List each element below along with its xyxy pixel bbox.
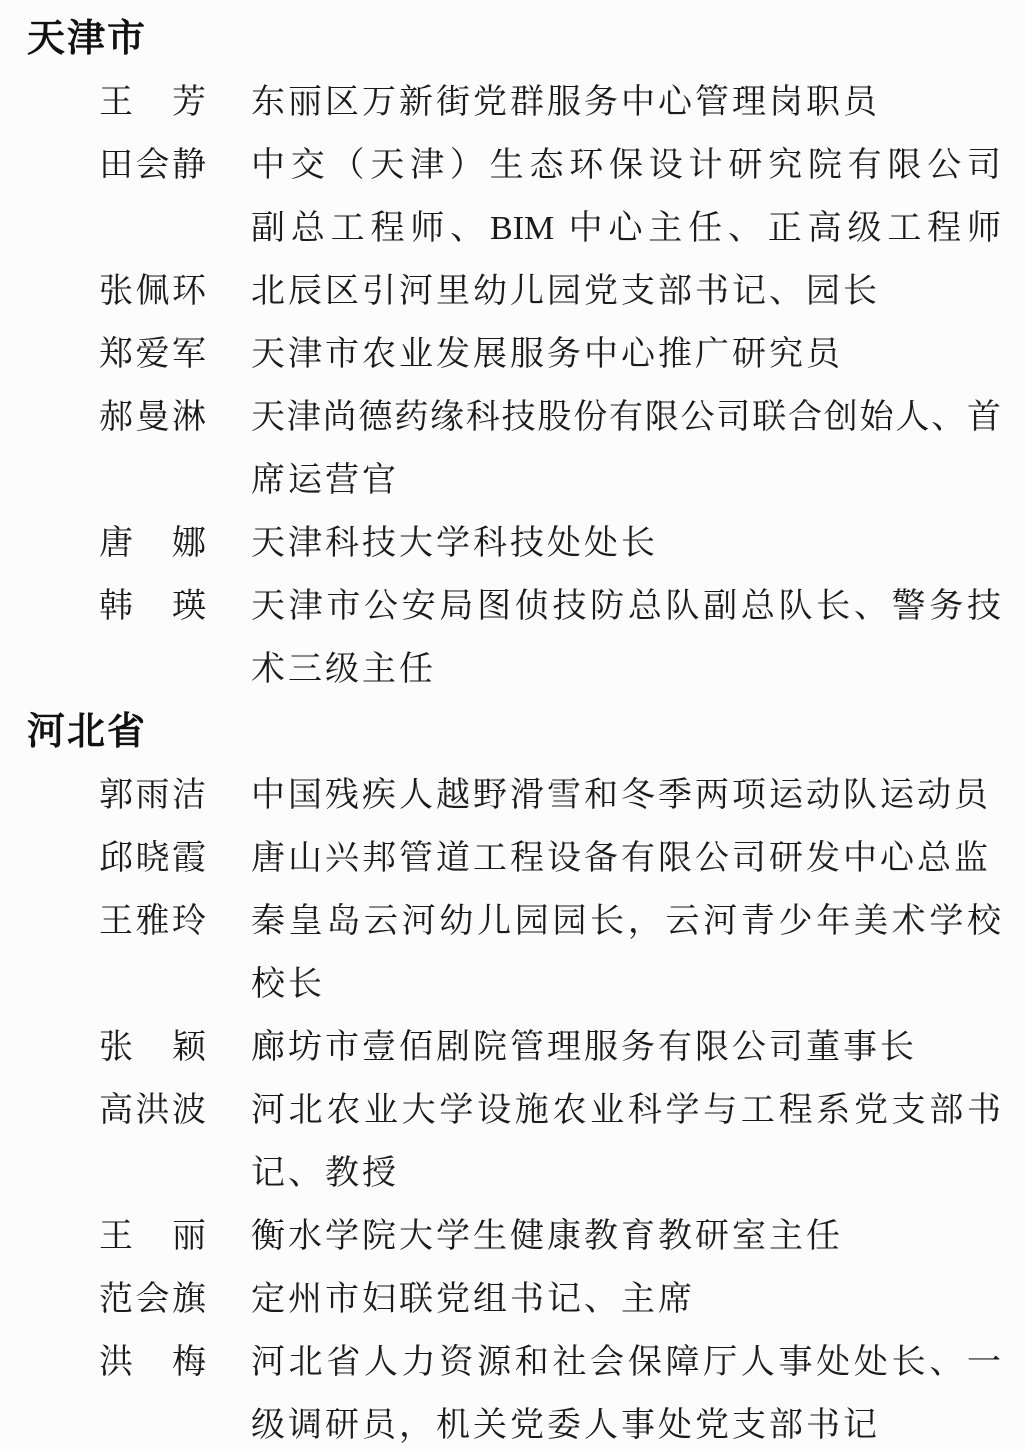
honoree-name: 郭 雨 洁 <box>99 777 206 814</box>
title-line: 唐山兴邦管道工程设备有限公司研发中心总监 <box>251 840 991 877</box>
honoree-name: 范 会 旗 <box>99 1281 206 1318</box>
entry-row <box>0 1079 1025 1205</box>
honoree-title <box>251 512 1001 575</box>
entry-row <box>0 764 1025 827</box>
title-line: 级调研员，机关党委人事处党支部书记 <box>251 1407 880 1444</box>
honoree-name: 唐 娜 <box>99 525 206 562</box>
entry-row <box>0 1016 1025 1079</box>
honoree-name: 王 芳 <box>99 84 206 121</box>
section-header-tianjin: 天津市 <box>27 18 148 60</box>
honoree-name: 邱 晓 霞 <box>99 840 206 877</box>
title-line: 中交（天津）生态环保设计研究院有限公司 <box>251 147 1001 184</box>
honoree-title <box>251 575 1001 701</box>
title-line: 记、教授 <box>251 1155 399 1192</box>
entry-row <box>0 260 1025 323</box>
honoree-title <box>251 323 1001 386</box>
honoree-title <box>251 386 1001 512</box>
title-line: 北辰区引河里幼儿园党支部书记、园长 <box>251 273 880 310</box>
entry-row <box>0 890 1025 1016</box>
entry-row <box>0 512 1025 575</box>
entry-row <box>0 827 1025 890</box>
honoree-title <box>251 71 1001 134</box>
honoree-name: 田 会 静 <box>99 147 206 184</box>
title-line: 衡水学院大学生健康教育教研室主任 <box>251 1218 843 1255</box>
section-header-hebei: 河北省 <box>27 711 148 753</box>
title-line: 天津市农业发展服务中心推广研究员 <box>251 336 843 373</box>
honoree-name: 郑 爱 军 <box>99 336 206 373</box>
title-line: 天津尚德药缘科技股份有限公司联合创始人、首 <box>251 399 1001 436</box>
title-line: 河北农业大学设施农业科学与工程系党支部书 <box>251 1092 1001 1129</box>
honoree-name: 洪 梅 <box>99 1344 206 1381</box>
honoree-title <box>251 1016 1001 1079</box>
honoree-name: 张 佩 环 <box>99 273 206 310</box>
entry-row <box>0 1205 1025 1268</box>
honoree-title <box>251 1268 1001 1331</box>
title-line: 秦皇岛云河幼儿园园长，云河青少年美术学校 <box>251 903 1001 940</box>
honoree-name: 郝 曼 淋 <box>99 399 206 436</box>
entry-row <box>0 1268 1025 1331</box>
title-line: 术三级主任 <box>251 651 436 688</box>
entry-row <box>0 575 1025 701</box>
honoree-name: 韩 瑛 <box>99 588 206 625</box>
honoree-title <box>251 1331 1001 1450</box>
title-line: 天津科技大学科技处处长 <box>251 525 658 562</box>
entry-row <box>0 71 1025 134</box>
honoree-title <box>251 1079 1001 1205</box>
title-line: 校长 <box>251 966 325 1003</box>
entry-row <box>0 134 1025 260</box>
honoree-title <box>251 134 1001 260</box>
title-line: 廊坊市壹佰剧院管理服务有限公司董事长 <box>251 1029 917 1066</box>
title-line: 定州市妇联党组书记、主席 <box>251 1281 695 1318</box>
honoree-title <box>251 827 1001 890</box>
entry-row <box>0 323 1025 386</box>
honoree-title <box>251 764 1001 827</box>
title-line: 副总工程师、BIM 中心主任、正高级工程师 <box>251 210 1001 247</box>
honoree-title <box>251 890 1001 1016</box>
honoree-name: 王 丽 <box>99 1218 206 1255</box>
honoree-name: 高 洪 波 <box>99 1092 206 1129</box>
honoree-name: 张 颖 <box>99 1029 206 1066</box>
honoree-name: 王 雅 玲 <box>99 903 206 940</box>
honoree-title <box>251 1205 1001 1268</box>
title-line: 中国残疾人越野滑雪和冬季两项运动队运动员 <box>251 777 991 814</box>
title-line: 东丽区万新街党群服务中心管理岗职员 <box>251 84 880 121</box>
entry-row <box>0 386 1025 512</box>
title-line: 河北省人力资源和社会保障厅人事处处长、一 <box>251 1344 1001 1381</box>
title-line: 天津市公安局图侦技防总队副总队长、警务技 <box>251 588 1001 625</box>
title-line: 席运营官 <box>251 462 399 499</box>
honoree-title <box>251 260 1001 323</box>
entry-row <box>0 1331 1025 1450</box>
